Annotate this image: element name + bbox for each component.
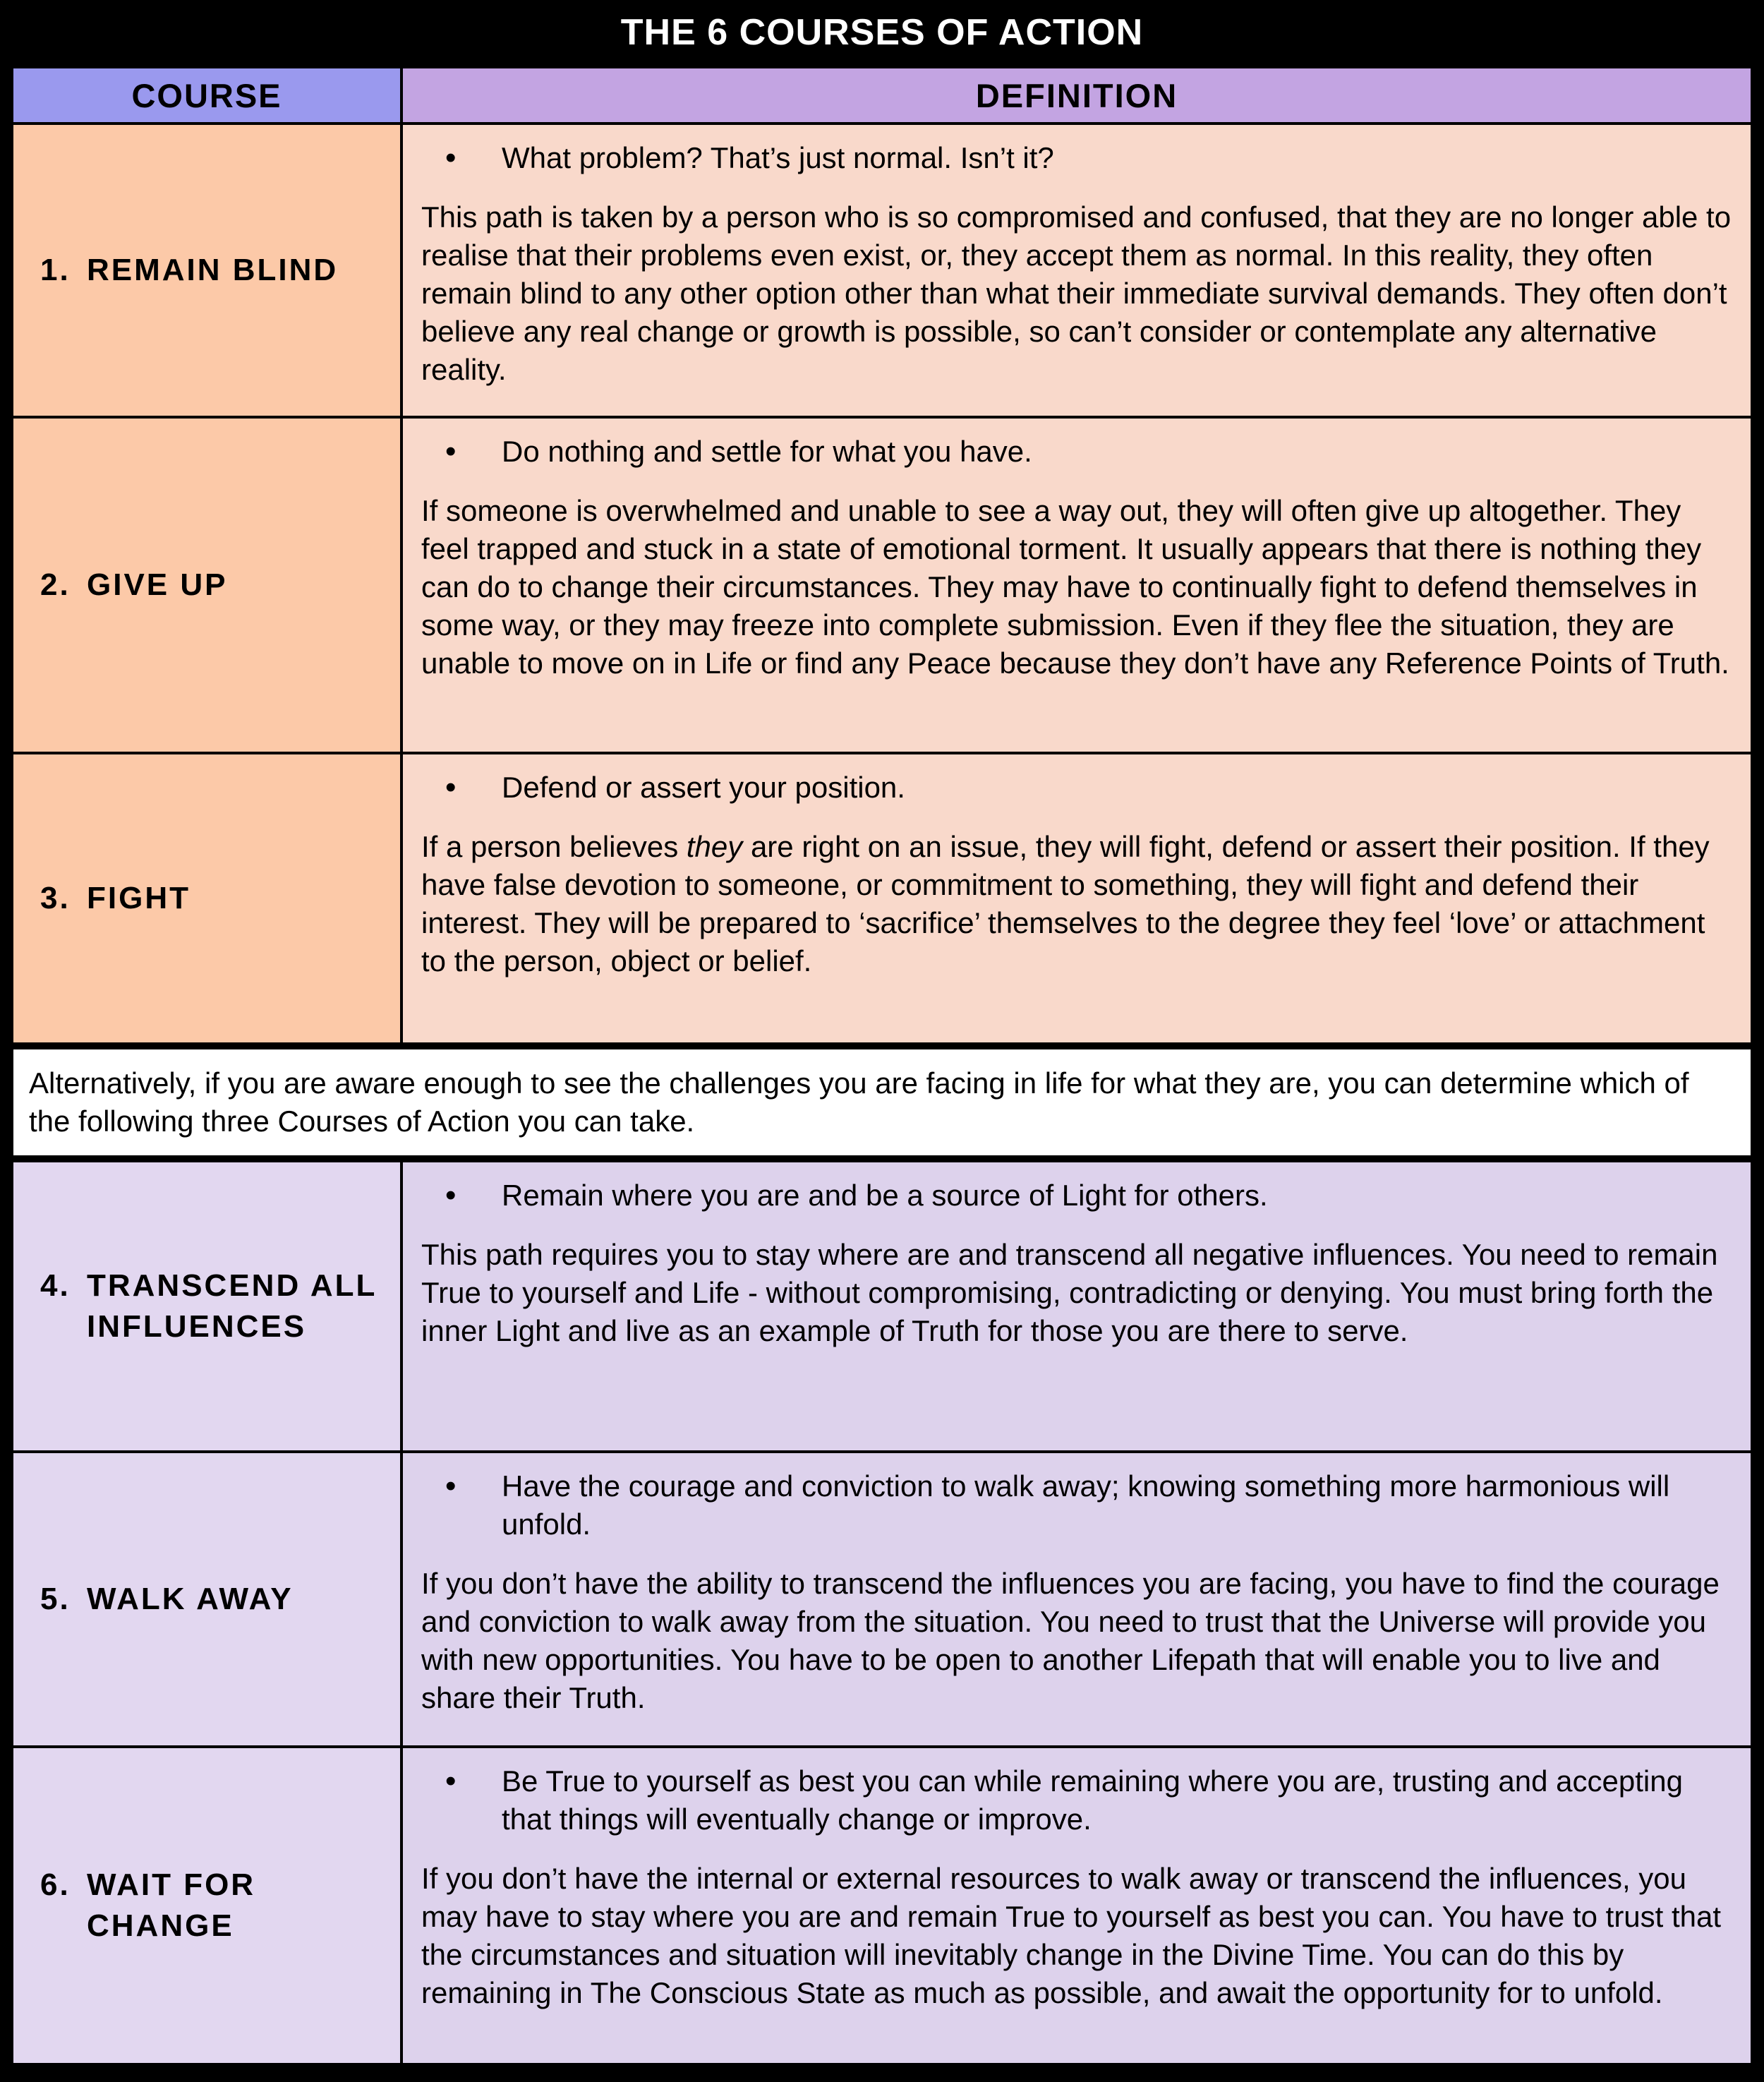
- course-name-line1: REMAIN BLIND: [87, 253, 339, 287]
- definition-cell-wait-for-change: [403, 1748, 1751, 2063]
- course-cell-remain-blind: [13, 125, 403, 416]
- definition-paragraph: If you don’t have the internal or external resources to walk away or transcend the influences, you may have to stay where you are and remain True to yourself as best you can. You have to trust that the circumstances and situation will inevitably change in the Divine Time. You can do this by remaining in The Conscious State as much as possible, and await the opportunity for to unfold.: [421, 1862, 1722, 2009]
- table-row-transcend-all-influences: [13, 1155, 1751, 1450]
- divider-cell: [13, 1049, 1751, 1155]
- course-cell-walk-away: [13, 1453, 403, 1745]
- course-name: [87, 250, 338, 291]
- bullet-text: Have the courage and conviction to walk away; knowing something more harmonious will unfold.: [502, 1469, 1670, 1541]
- definition-bullet: [421, 139, 1732, 177]
- course-name: [87, 1579, 294, 1620]
- course-label: [13, 1865, 262, 1946]
- bullet-text: Remain where you are and be a source of Light for others.: [502, 1179, 1268, 1212]
- definition-bullet: [421, 1177, 1732, 1215]
- bullet-text: Do nothing and settle for what you have.: [502, 435, 1032, 468]
- definition-bullet: [421, 433, 1732, 471]
- course-name-line1: WAIT FOR: [87, 1867, 256, 1902]
- definition-paragraph: This path is taken by a person who is so compromised and confused, that they are no longer able to realise that their problems even exist, or, they accept them as normal. In this reality, they often remain blind to any other option other than what their immediate survival demands. They often don’t believe any real change or growth is possible, so can’t consider or contemplate any alternative reality.: [421, 200, 1732, 386]
- bullet-icon: •: [445, 1178, 457, 1213]
- course-name-line1: WALK AWAY: [87, 1582, 294, 1616]
- course-name-line2: INFLUENCES: [87, 1309, 307, 1344]
- bullet-icon: •: [445, 1764, 457, 1798]
- course-cell-wait-for-change: [13, 1748, 403, 2063]
- course-name: [87, 878, 191, 919]
- table-header-row: [13, 68, 1751, 122]
- definition-bullet: [421, 1467, 1732, 1544]
- course-number: 3.: [40, 881, 71, 915]
- bullet-icon: •: [445, 770, 457, 805]
- table-row-wait-for-change: [13, 1745, 1751, 2063]
- courses-table: [7, 62, 1757, 2069]
- definition-cell-fight: [403, 754, 1751, 1042]
- definition-cell-give-up: [403, 419, 1751, 752]
- definition-paragraph: If you don’t have the ability to transcend the influences you are facing, you have to find the courage and conviction to walk away from the situation. You need to trust that the Universe will provide you with new opportunities. You have to be open to another Lifepath that will enable you to live and share their Truth.: [421, 1567, 1720, 1714]
- bullet-text: Be True to yourself as best you can while remaining where you are, trusting and accepting that things will eventually change or improve.: [502, 1764, 1683, 1836]
- paragraph-segment: If a person believes: [421, 830, 687, 863]
- course-number: 5.: [40, 1582, 71, 1616]
- column-header-definition: DEFINITION: [403, 68, 1751, 122]
- definition-paragraph: [421, 828, 1732, 980]
- table-row-walk-away: [13, 1450, 1751, 1745]
- table-row-fight: [13, 752, 1751, 1042]
- course-label: [13, 1265, 384, 1347]
- course-name-line1: TRANSCEND ALL: [87, 1268, 377, 1303]
- course-number: 1.: [40, 253, 71, 287]
- course-number: 2.: [40, 567, 71, 602]
- course-cell-fight: [13, 754, 403, 1042]
- course-label: [13, 878, 198, 919]
- table-row-give-up: [13, 416, 1751, 752]
- table-row-remain-blind: [13, 122, 1751, 416]
- table-divider-row: [13, 1042, 1751, 1155]
- course-label: [13, 1579, 301, 1620]
- course-name-line1: FIGHT: [87, 881, 191, 915]
- definition-paragraph: If someone is overwhelmed and unable to see a way out, they will often give up altogether. They feel trapped and stuck in a state of emotional torment. It usually appears that there is nothing they can do to change their circumstances. They may have to continually fight to defend themselves in some way, or they may freeze into complete submission. Even if they flee the situation, they are unable to move on in Life or find any Peace because they don’t have any Reference Points of Truth.: [421, 494, 1729, 680]
- definition-paragraph: This path requires you to stay where are and transcend all negative influences. You need to remain True to yourself and Life - without compromising, contradicting or denying. You must bring forth the inner Light and live as an example of Truth for those you are there to serve.: [421, 1238, 1718, 1347]
- definition-bullet: [421, 769, 1732, 807]
- page-title: THE 6 COURSES OF ACTION: [620, 12, 1144, 53]
- course-name: [87, 565, 228, 606]
- column-header-course: COURSE: [13, 68, 403, 122]
- course-name: [87, 1265, 377, 1347]
- course-cell-give-up: [13, 419, 403, 752]
- definition-cell-remain-blind: [403, 125, 1751, 416]
- course-name-line2: CHANGE: [87, 1908, 234, 1943]
- divider-text: Alternatively, if you are aware enough to see the challenges you are facing in life for what they are, you can determine which of the following three Courses of Action you can take.: [29, 1066, 1689, 1138]
- course-label: [13, 565, 235, 606]
- paragraph-segment: are right on an issue, they will fight, defend or assert their position. If they have false devotion to someone, or commitment to something, they will fight and defend their interest. They will be prepared to ‘sacrifice’ themselves to the degree they feel ‘love’ or attachment to the person, object or belief.: [421, 830, 1710, 977]
- definition-cell-walk-away: [403, 1453, 1751, 1745]
- bullet-icon: •: [445, 140, 457, 175]
- course-cell-transcend: [13, 1162, 403, 1450]
- course-number: 6.: [40, 1867, 71, 1902]
- course-name: [87, 1865, 255, 1946]
- bullet-icon: •: [445, 434, 457, 469]
- course-name-line1: GIVE UP: [87, 567, 228, 602]
- bullet-icon: •: [445, 1469, 457, 1503]
- paragraph-italic-word: they: [686, 830, 743, 863]
- bullet-text: Defend or assert your position.: [502, 771, 905, 804]
- bullet-text: What problem? That’s just normal. Isn’t it?: [502, 141, 1054, 174]
- course-number: 4.: [40, 1268, 71, 1303]
- definition-cell-transcend: [403, 1162, 1751, 1450]
- definition-bullet: [421, 1762, 1732, 1839]
- course-label: [13, 250, 345, 291]
